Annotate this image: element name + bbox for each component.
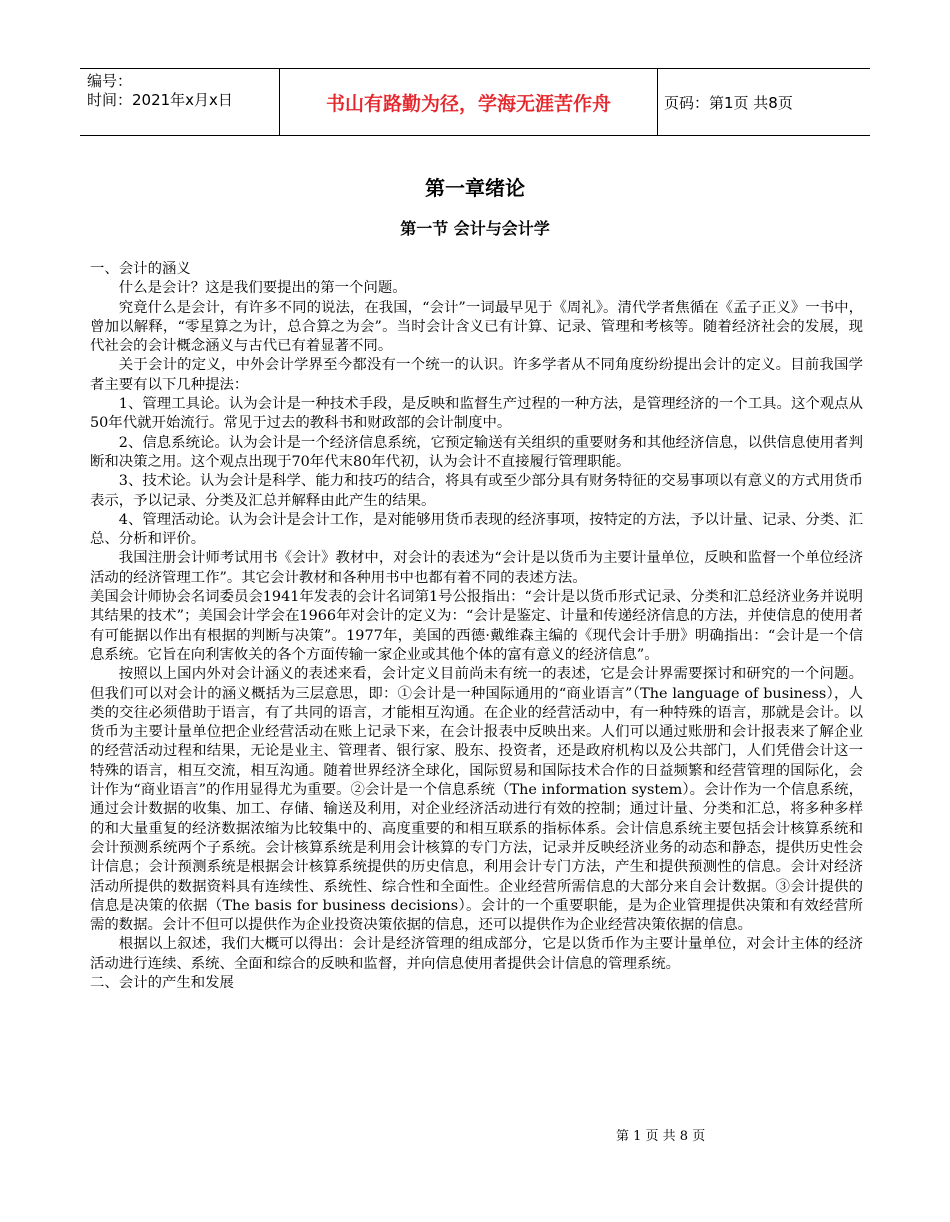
header-page-info bbox=[658, 69, 870, 135]
heading-origin: 二、会计的产生和发展 bbox=[90, 974, 234, 991]
section-title: 第一节 会计与会计学 bbox=[400, 219, 550, 238]
paragraph: 关于会计的定义，中外会计学界至今都没有一个统一的认识。许多学者从不同角度纷纷提出会计的定义。目前我国学者主要有以下几种提法： bbox=[90, 357, 863, 393]
paragraph: 究竟什么是会计，有许多不同的说法，在我国，“会计”一词最早见于《周礼》。清代学者焦循在《孟子正义》一书中，曾加以解释，“零星算之为计，总合算之为会”。当时会计含义已有计算、记录、管理和考核等。随着经济社会的发展，现代社会的会计概念涵义与古代已有着显著不同。 bbox=[90, 299, 863, 355]
page-footer: 第 1 页 共 8 页 bbox=[616, 1129, 706, 1144]
page-header bbox=[80, 68, 870, 136]
paragraph: 按照以上国内外对会计涵义的表述来看，会计定义目前尚未有统一的表述，它是会计界需要探讨和研究的一个问题。但我们可以对会计的涵义概括为三层意思，即：①会计是一种国际通用的“商业语言”（The language of business），人类的交往必须借助于语言，有了共同的语言，才能相互沟通。在企业的经营活动中，有一种特殊的语言，那就是会计。以货币为主要计量单位把企业经营活动在账上记录下来，在会计报表中反映出来。人们可以通过账册和会计报表来了解企业的经营活动过程和结果，无论是业主、管理者、银行家、股东、投资者，还是政府机构以及公共部门，人们凭借会计这一特殊的语言，相互交流，相互沟通。随着世界经济全球化，国际贸易和国际技术合作的日益频繁和经营管理的国际化，会计作为“商业语言”的作用显得尤为重要。②会计是一个信息系统（The information system）。会计作为一个信息系统，通过会计数据的收集、加工、存储、输送及利用，对企业经济活动进行有效的控制；通过计量、分类和汇总，将多种多样的和大量重复的经济数据浓缩为比较集中的、高度重要的和相互联系的指标体系。会计信息系统主要包括会计核算系统和会计预测系统两个子系统。会计核算系统是利用会计核算的专门方法，记录并反映经济业务的动态和静态，提供历史性会计信息；会计预测系统是根据会计核算系统提供的历史信息，利用会计专门方法，产生和提供预测性的信息。会计对经济活动所提供的数据资料具有连续性、系统性、综合性和全面性。企业经营所需信息的大部分来自会计数据。③会计提供的信息是决策的依据（The basis for business decisions）。会计的一个重要职能，是为企业管理提供决策和有效经营所需的数据。会计不但可以提供作为企业投资决策依据的信息，还可以提供作为企业经营决策依据的信息。 bbox=[90, 666, 863, 934]
list-item: 3、技术论。认为会计是科学、能力和技巧的结合，将具有或至少部分具有财务特征的交易事项以有意义的方式用货币表示，予以记录、分类及汇总并解释由此产生的结果。 bbox=[90, 473, 863, 509]
list-item: 1、管理工具论。认为会计是一种技术手段，是反映和监督生产过程的一种方法，是管理经济的一个工具。这个观点从50年代就开始流行。常见于过去的教科书和财政部的会计制度中。 bbox=[90, 396, 863, 432]
chapter-title: 第一章绪论 bbox=[425, 176, 525, 200]
paragraph: 什么是会计？这是我们要提出的第一个问题。 bbox=[118, 280, 407, 297]
page-number-info: 页码：第1页 共8页 bbox=[664, 93, 793, 112]
document-date: 时间：2021年x月x日 bbox=[87, 91, 233, 109]
body-text bbox=[90, 260, 863, 993]
document-number-label: 编号： bbox=[87, 72, 133, 90]
header-meta bbox=[80, 69, 280, 135]
heading-meaning: 一、会计的涵义 bbox=[90, 261, 191, 277]
list-item: 2、信息系统论。认为会计是一个经济信息系统，它预定输送有关组织的重要财务和其他经济信息，以供信息使用者判断和决策之用。这个观点出现于70年代末80年代初，认为会计不直接履行管理职能。 bbox=[90, 434, 863, 470]
list-item: 4、管理活动论。认为会计是会计工作，是对能够用货币表现的经济事项，按特定的方法，予以计量、记录、分类、汇总、分析和评价。 bbox=[90, 511, 863, 548]
paragraph: 根据以上叙述，我们大概可以得出：会计是经济管理的组成部分，它是以货币作为主要计量单位，对会计主体的经济活动进行连续、系统、全面和综合的反映和监督，并向信息使用者提供会计信息的管理系统。 bbox=[90, 936, 863, 972]
paragraph: 我国注册会计师考试用书《会计》教材中，对会计的表述为“会计是以货币为主要计量单位，反映和监督一个单位经济活动的经济管理工作”。其它会计教材和各种用书中也都有着不同的表述方法。 bbox=[90, 550, 863, 586]
header-motto bbox=[280, 69, 658, 135]
paragraph: 美国会计师协会名词委员会1941年发表的会计名词第1号公报指出：“会计是以货币形式记录、分类和汇总经济业务并说明其结果的技术”；美国会计学会在1966年对会计的定义为：“会计是鉴定、计量和传递经济信息的方法，并使信息的使用者有可能据以作出有根据的判断与决策”。1977年，美国的西德·戴维森主编的《现代会计手册》明确指出：“会计是一个信息系统。它旨在向利害攸关的各个方面传输一家企业或其他个体的富有意义的经济信息”。 bbox=[90, 589, 863, 663]
motto-text: 书山有路勤为径，学海无涯苦作舟 bbox=[325, 92, 611, 115]
